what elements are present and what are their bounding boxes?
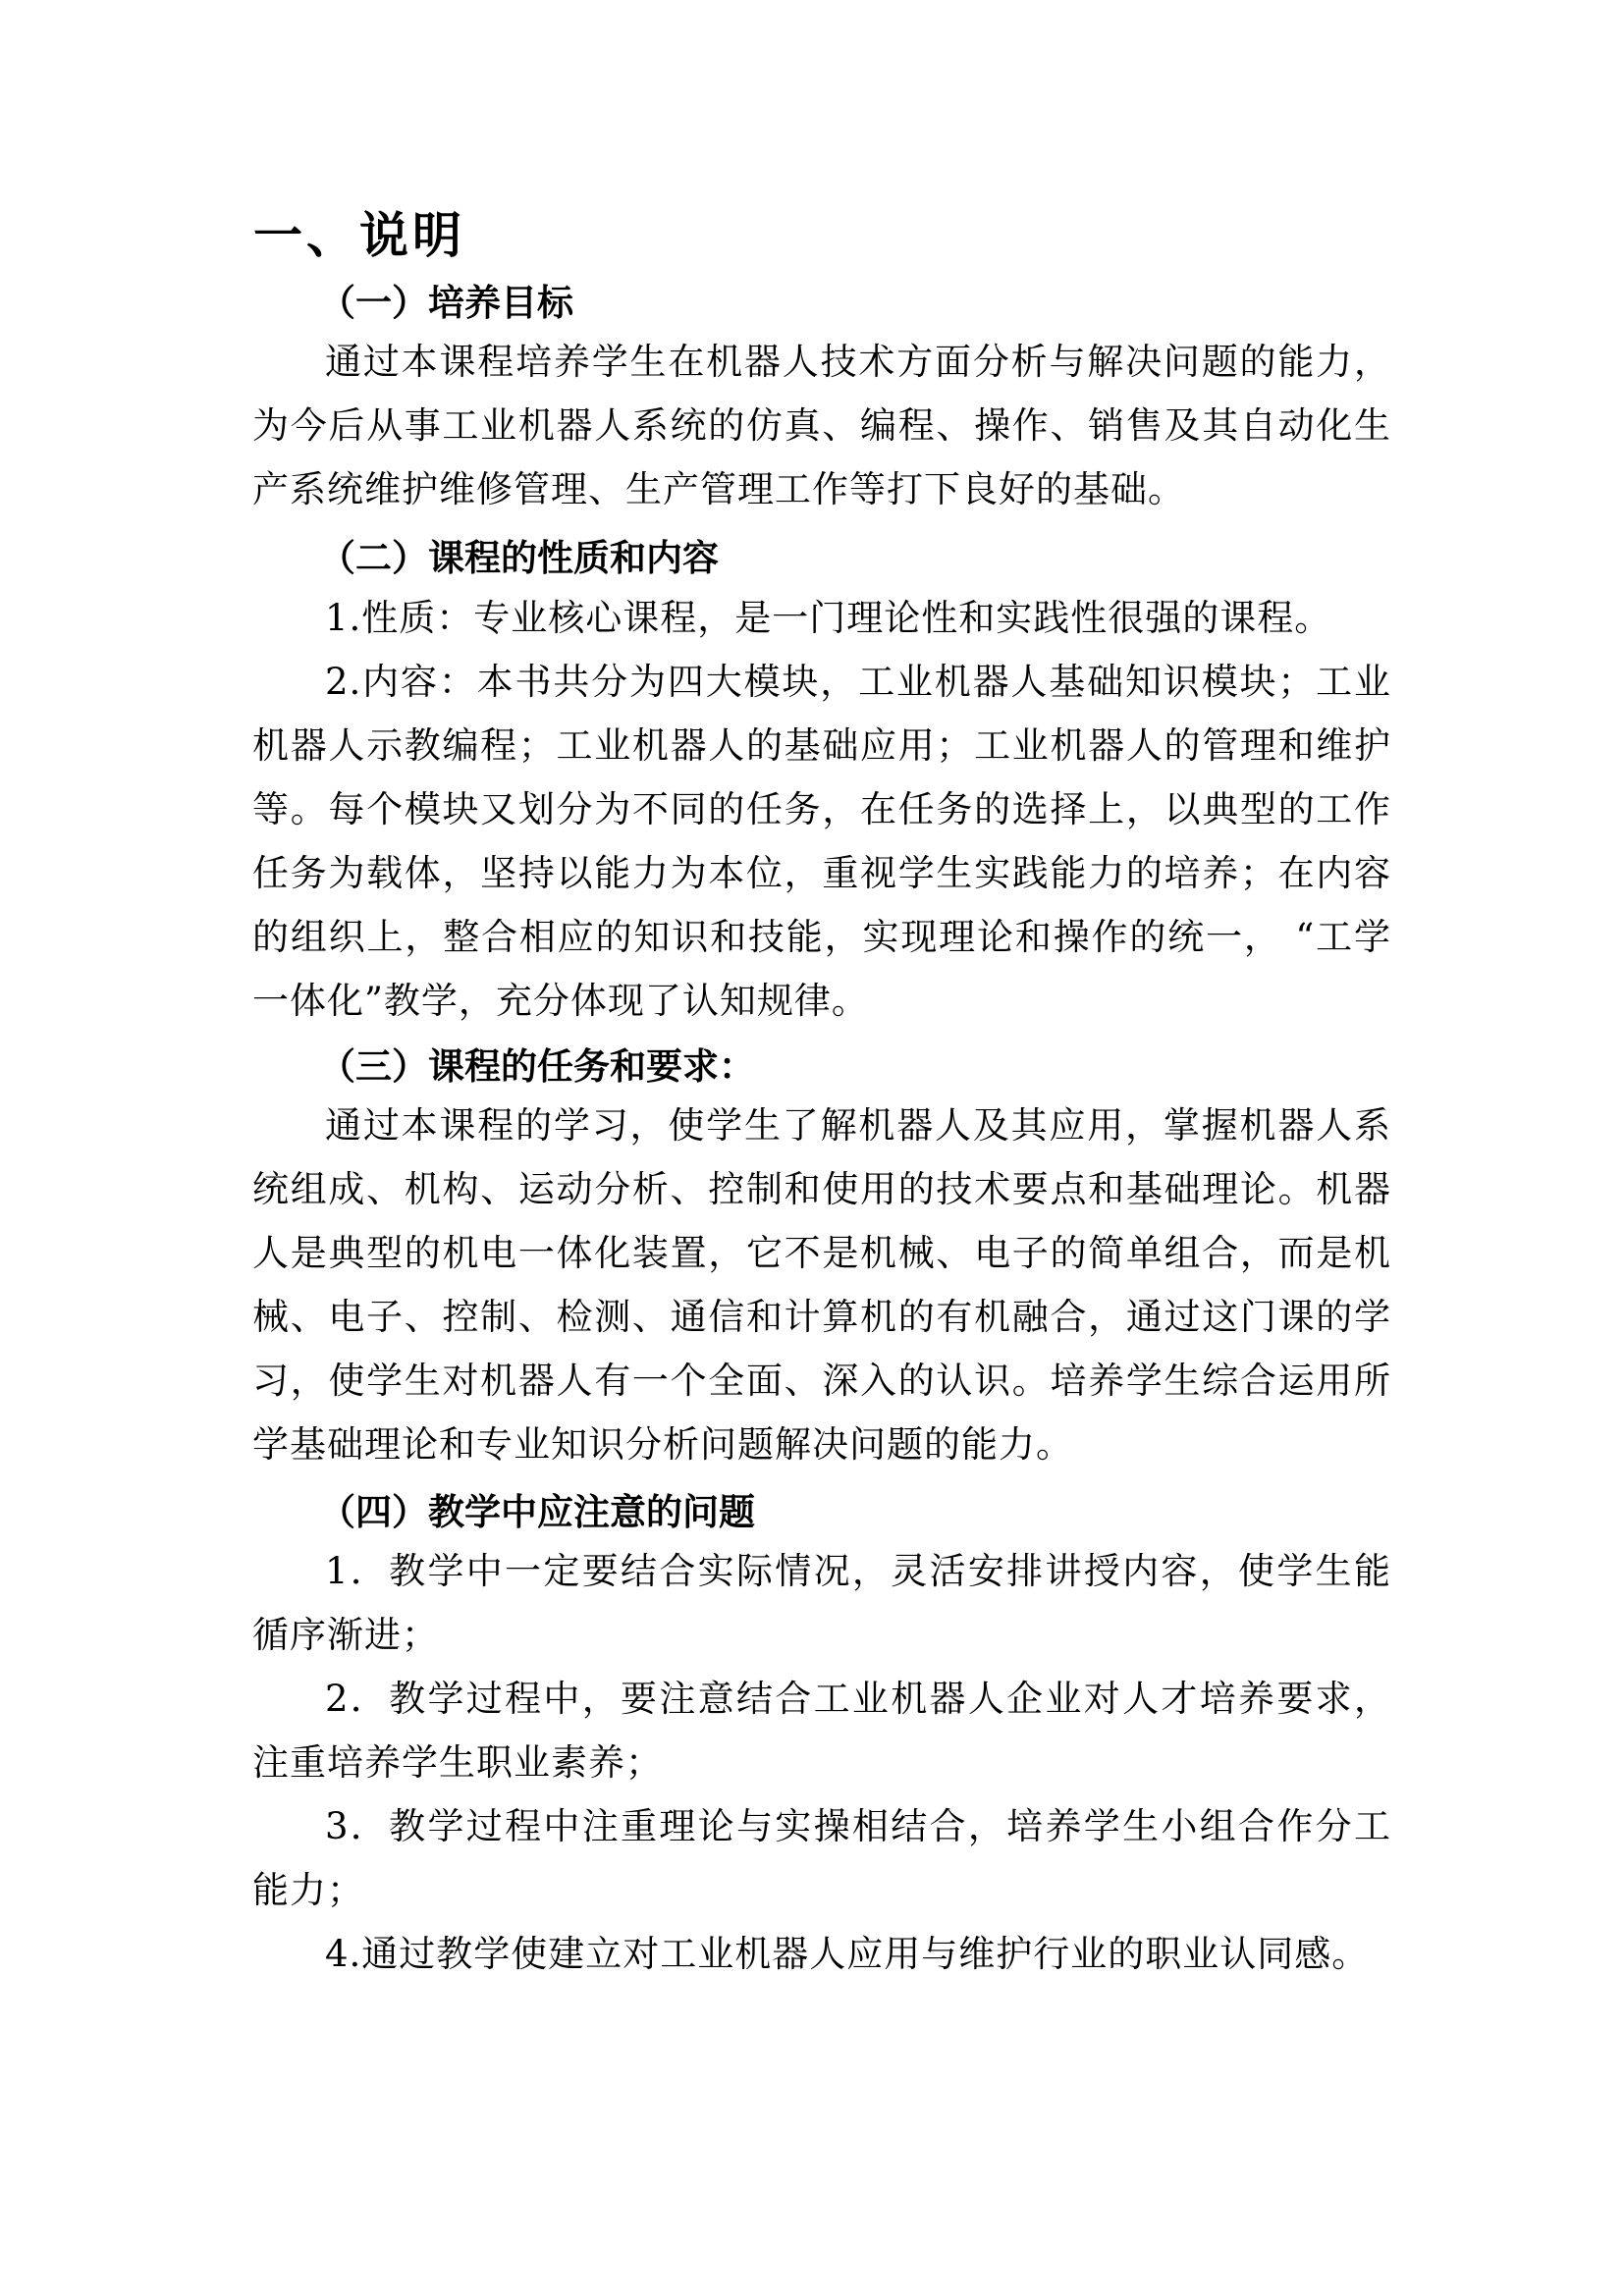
- paragraph-goals: 通过本课程培养学生在机器人技术方面分析与解决问题的能力，为今后从事工业机器人系统的仿真、编程、操作、销售及其自动化生产系统维护维修管理、生产管理工作等打下良好的基础。: [252, 341, 1391, 510]
- paragraph-note-2: 2．教学过程中，要注意结合工业机器人企业对人才培养要求，注重培养学生职业素养；: [252, 1678, 1391, 1784]
- paragraph-content: 2.内容：本书共分为四大模块，工业机器人基础知识模块；工业机器人示教编程；工业机器人的基础应用；工业机器人的管理和维护等。每个模块又划分为不同的任务，在任务的选择上，以典型的工作任务为载体，坚持以能力为本位，重视学生实践能力的培养；在内容的组织上，整合相应的知识和技能，实现理论和操作的统一， “工学一体化”教学，充分体现了认知规律。: [252, 661, 1391, 1022]
- subsection-heading-tasks-requirements: （三）课程的任务和要求：: [319, 1045, 755, 1088]
- paragraph-note-3: 3．教学过程中注重理论与实操相结合，培养学生小组合作分工能力；: [252, 1805, 1391, 1911]
- section-title: 一、说明: [253, 207, 465, 264]
- subsection-heading-goals: （一）培养目标: [319, 282, 573, 324]
- paragraph-tasks: 通过本课程的学习，使学生了解机器人及其应用，掌握机器人系统组成、机构、运动分析、控制和使用的技术要点和基础理论。机器人是典型的机电一体化装置，它不是机械、电子的简单组合，而是机械、电子、控制、检测、通信和计算机的有机融合，通过这门课的学习，使学生对机器人有一个全面、深入的认识。培养学生综合运用所学基础理论和专业知识分析问题解决问题的能力。: [252, 1104, 1391, 1466]
- paragraph-note-4: 4.通过教学使建立对工业机器人应用与维护行业的职业认同感。: [325, 1933, 1370, 1975]
- subsection-heading-teaching-notes: （四）教学中应注意的问题: [319, 1491, 755, 1533]
- subsection-heading-nature-content: （二）课程的性质和内容: [319, 537, 719, 579]
- paragraph-note-1: 1．教学中一定要结合实际情况，灵活安排讲授内容，使学生能循序渐进；: [252, 1550, 1391, 1656]
- paragraph-nature: 1.性质：专业核心课程，是一门理论性和实践性很强的课程。: [325, 597, 1332, 639]
